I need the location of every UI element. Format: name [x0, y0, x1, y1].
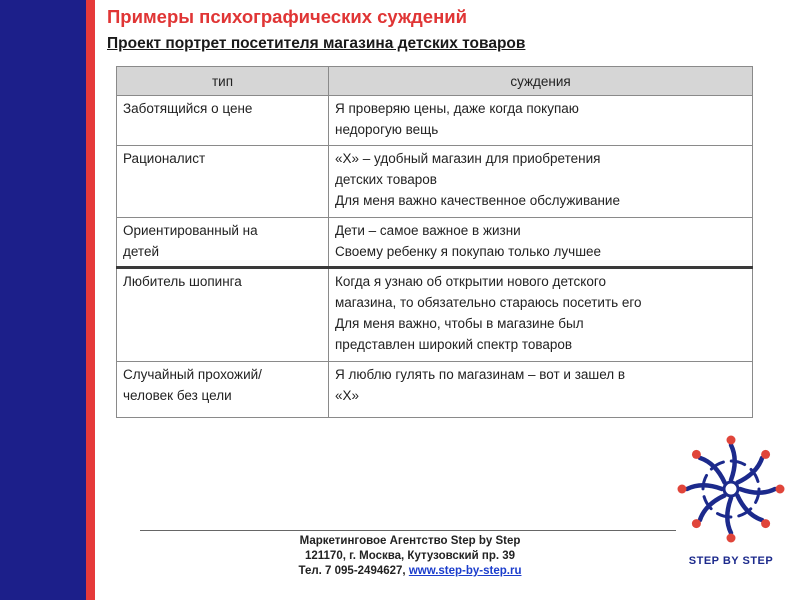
table-row [117, 96, 753, 146]
table-row [117, 218, 753, 268]
judgment-cell [329, 146, 753, 218]
judgments-table [116, 66, 753, 418]
table-row [117, 362, 753, 418]
sidebar-blue-band [0, 0, 86, 600]
type-cell [117, 268, 329, 362]
judgment-line: Для меня важно, чтобы в магазине был [335, 316, 584, 331]
ship-wheel-icon [676, 434, 786, 544]
footer-divider [140, 530, 676, 531]
type-line: детей [123, 244, 160, 259]
judgment-line: «Х» [335, 388, 360, 403]
wheel-rim [703, 461, 759, 517]
table-row [117, 268, 753, 362]
judgment-line: «Х» – удобный магазин для приобретения [335, 151, 601, 166]
type-cell [117, 96, 329, 146]
website-link[interactable]: www.step-by-step.ru [408, 565, 522, 577]
footer [210, 534, 610, 579]
judgment-line: Для меня важно качественное обслуживание [335, 193, 620, 208]
judgment-line: детских товаров [335, 172, 437, 187]
type-line: Заботящийся о цене [123, 101, 253, 116]
type-line: человек без цели [123, 388, 232, 403]
slide-title: Примеры психографических суждений [107, 6, 468, 27]
wheel-dot [761, 519, 770, 528]
judgment-line: магазина, то обязательно стараюсь посетить его [335, 295, 642, 310]
wheel-dot [727, 534, 736, 543]
judgment-line: недорогую вещь [335, 122, 439, 137]
judgment-line: Дети – самое важное в жизни [335, 223, 521, 238]
judgment-line: Я люблю гулять по магазинам – вот и зашел в [335, 367, 626, 382]
table-row [117, 146, 753, 218]
wheel-dot [776, 485, 785, 494]
judgment-line: Я проверяю цены, даже когда покупаю [335, 101, 579, 116]
wheel-dot [692, 519, 701, 528]
header-judgments: суждения [329, 67, 753, 96]
judgment-line: Своему ребенку я покупаю только лучшее [335, 244, 602, 259]
type-cell [117, 362, 329, 418]
footer-contacts [210, 564, 610, 579]
wheel-dot [727, 436, 736, 445]
type-cell [117, 146, 329, 218]
wheel-dot [692, 450, 701, 459]
header-type: тип [117, 67, 329, 96]
wheel-dot [678, 485, 687, 494]
wheel-dot [761, 450, 770, 459]
judgment-line: представлен широкий спектр товаров [335, 337, 573, 352]
judgment-cell [329, 268, 753, 362]
type-line: Ориентированный на [123, 223, 258, 238]
logo-text: STEP BY STEP [688, 555, 774, 567]
judgment-cell [329, 96, 753, 146]
type-cell [117, 218, 329, 268]
slide-subtitle: Проект портрет посетителя магазина детских товаров [107, 35, 526, 52]
type-line: Случайный прохожий/ [123, 367, 262, 382]
judgment-cell [329, 362, 753, 418]
footer-address: 121170, г. Москва, Кутузовский пр. 39 [304, 550, 516, 562]
judgment-cell [329, 218, 753, 268]
table-header-row [117, 67, 753, 96]
type-line: Любитель шопинга [123, 274, 242, 289]
footer-phone: Тел. 7 095-2494627, [298, 565, 409, 577]
judgment-line: Когда я узнаю об открытии нового детского [335, 274, 606, 289]
footer-agency: Маркетинговое Агентство Step by Step [299, 535, 521, 547]
sidebar-red-stripe [86, 0, 95, 600]
type-line: Рационалист [123, 151, 206, 166]
